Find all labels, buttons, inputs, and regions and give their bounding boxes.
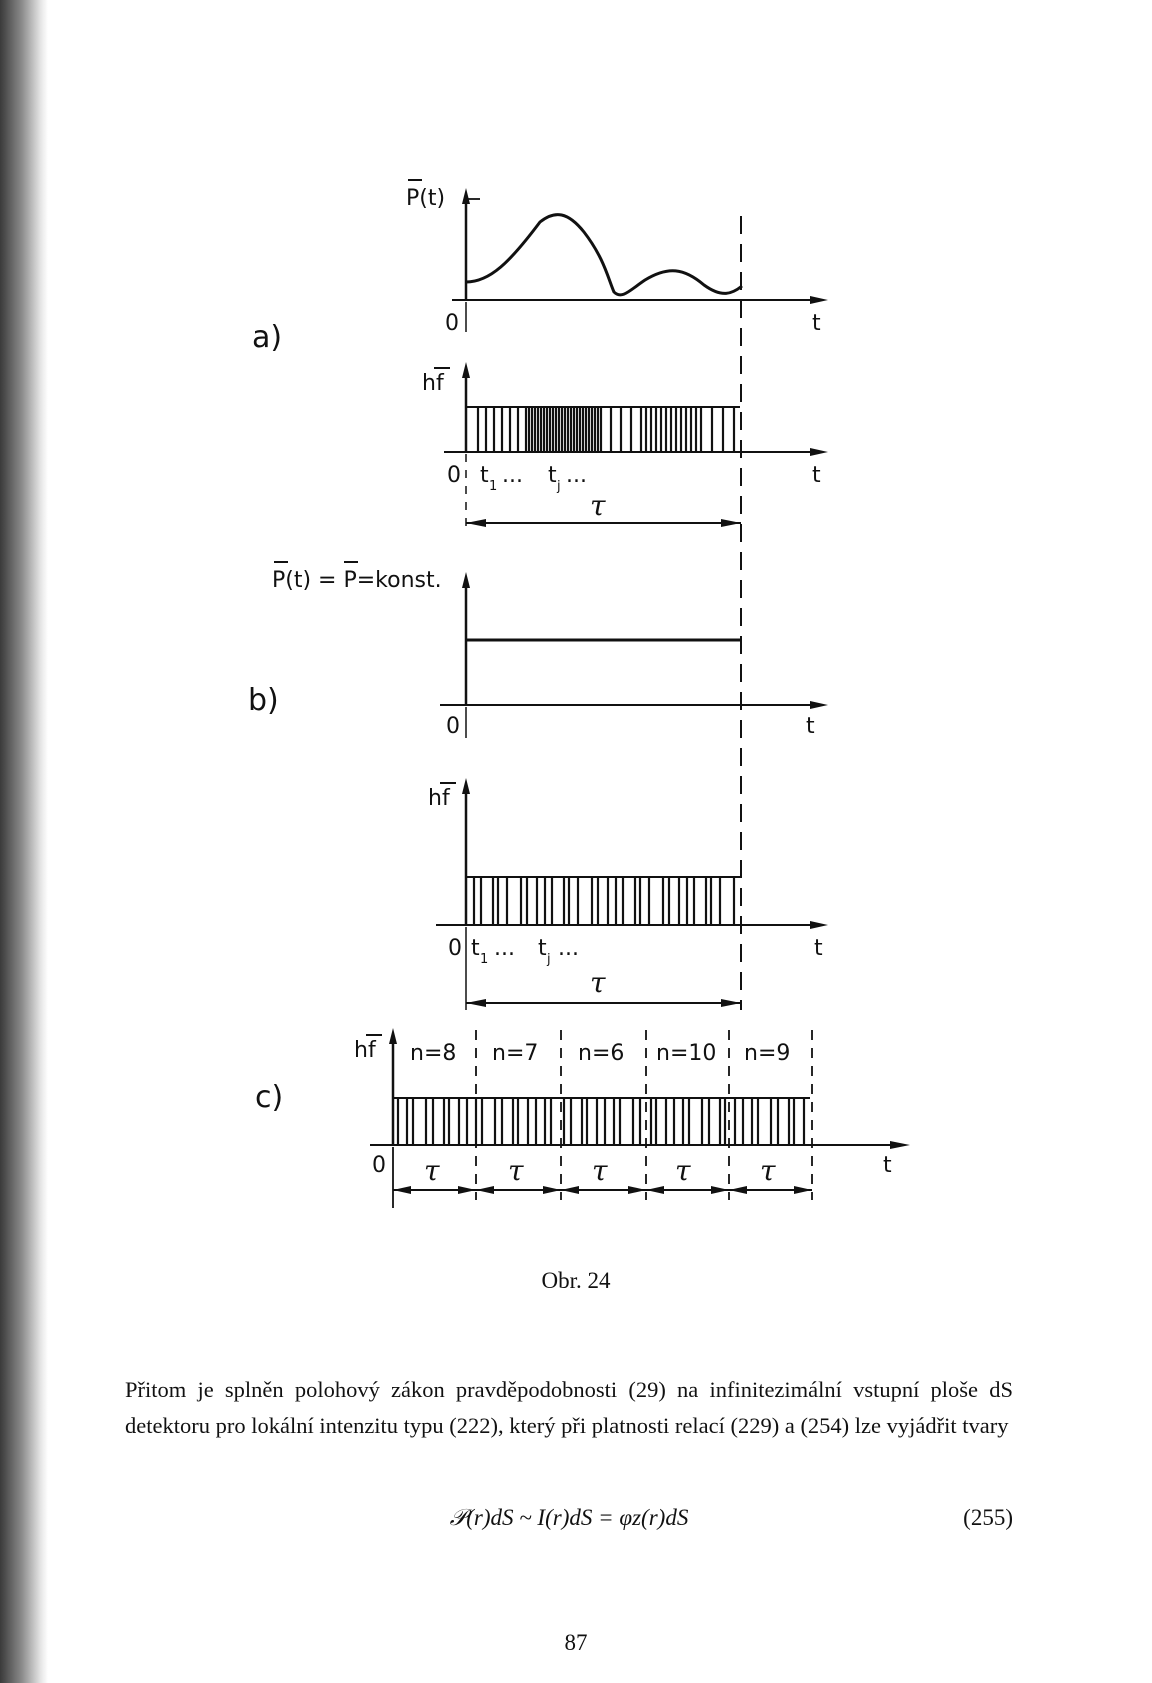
- panel-a-pulse-train: [478, 407, 734, 452]
- panel-a-pulse-tj: t: [548, 463, 557, 488]
- panel-b-origin-2: 0: [448, 936, 462, 961]
- panel-a-pulse-tj-sub: j: [557, 479, 561, 494]
- panel-c-origin: 0: [372, 1153, 386, 1178]
- panel-b-pulse-train: [474, 877, 734, 925]
- panel-c-pulse-train: [398, 1098, 804, 1145]
- panel-c-count-3: n=6: [578, 1041, 625, 1066]
- panel-b-pulse-dots-1: ...: [494, 936, 515, 961]
- panel-a-tag: a): [252, 320, 283, 355]
- panel-b-pulse-t1: t: [471, 936, 480, 961]
- panel-b-interval: τ: [590, 966, 606, 999]
- panel-a-time-axis-1-arrow: [810, 296, 828, 304]
- figure-caption: Obr. 24: [541, 1268, 611, 1293]
- panel-b-time-label-1: t: [806, 714, 815, 739]
- panel-b-photon-label: hf: [428, 786, 450, 811]
- panel-b-pulse-t1-sub: 1: [480, 952, 489, 967]
- panel-a-interval: τ: [590, 489, 606, 522]
- equation-formula: 𝒫(r)dS ~ I(r)dS = φz(r)dS: [449, 1505, 689, 1530]
- panel-c-interval-5: τ: [760, 1154, 776, 1187]
- panel-a-pulse-t1-sub: 1: [489, 479, 498, 494]
- panel-c-interval-4: τ: [675, 1154, 691, 1187]
- equation-number: (255): [963, 1505, 1013, 1530]
- panel-b-time-label-2: t: [814, 936, 823, 961]
- panel-c-tag: c): [255, 1080, 284, 1115]
- page-number: 87: [564, 1630, 588, 1655]
- panel-a-pulse-dots-1: ...: [502, 463, 523, 488]
- panel-a-pulse-dots-2: ...: [566, 463, 587, 488]
- panel-b-pulse-dots-2: ...: [558, 936, 579, 961]
- panel-c: [255, 1028, 910, 1208]
- panel-c-photon-label: hf: [354, 1038, 376, 1063]
- panel-c-count-1: n=8: [410, 1041, 457, 1066]
- panel-b-origin-1: 0: [446, 714, 460, 739]
- panel-a-origin-2: 0: [447, 463, 461, 488]
- panel-a-origin-1: 0: [445, 311, 459, 336]
- equation-255: [125, 1505, 1013, 1545]
- panel-c-count-5: n=9: [744, 1041, 791, 1066]
- panel-c-interval-3: τ: [592, 1154, 608, 1187]
- panel-b-pulse-tj: t: [538, 936, 547, 961]
- panel-a-power-label: P(t): [406, 186, 446, 211]
- panel-a-time-label-1: t: [812, 311, 821, 336]
- panel-c-count-4: n=10: [656, 1041, 717, 1066]
- panel-c-count-2: n=7: [492, 1041, 539, 1066]
- panel-a-photon-label: hf: [422, 371, 444, 396]
- panel-a-time-label-2: t: [812, 463, 821, 488]
- panel-a-power-axis-arrow: [462, 188, 470, 204]
- panel-c-interval-1: τ: [424, 1154, 440, 1187]
- panel-b-pulse-tj-sub: j: [547, 952, 551, 967]
- panel-c-time-label: t: [883, 1153, 892, 1178]
- panel-a-pulse-t1: t: [480, 463, 489, 488]
- panel-b-tag: b): [248, 683, 279, 718]
- body-paragraph: Přitom je splněn polohový zákon pravděpodobnosti (29) na infinitezimální vstupní ploše dS detektoru pro lokální intenzitu typu (222), který při platnosti relací (229) a (254) lze vyjádřit tvary: [125, 1377, 1013, 1438]
- panel-c-interval-2: τ: [508, 1154, 524, 1187]
- panel-b-power-label: P(t) = P=konst.: [272, 568, 442, 593]
- panel-a-power-curve: [466, 215, 742, 295]
